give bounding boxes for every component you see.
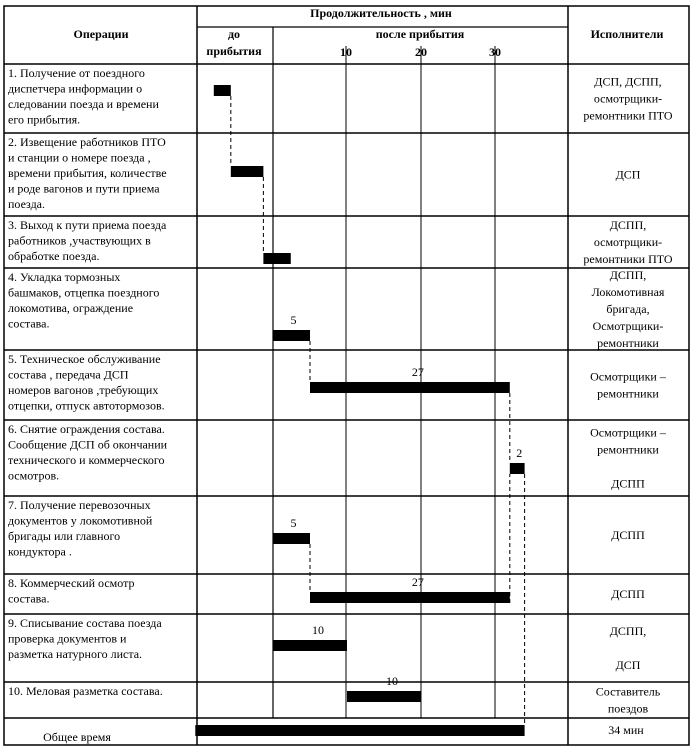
- executor-text-line: ДСПП: [611, 476, 645, 491]
- gantt-bar-op-1: [214, 85, 231, 96]
- executor-text-line: ДСПП: [611, 587, 645, 601]
- gantt-bar-op-3: [263, 253, 290, 264]
- operation-text-line: осмотров.: [8, 468, 60, 483]
- executor-text-line: Осмотрщики –: [590, 425, 666, 440]
- bar-duration-label: 27: [411, 575, 424, 589]
- operation-text-line: 2. Извещение работников ПТО: [8, 135, 166, 149]
- operation-text-line: следовании поезда и времени: [8, 97, 159, 111]
- executor-text-line: ремонтники: [597, 442, 659, 457]
- table-header: [74, 6, 664, 59]
- operation-text-line: 4. Укладка тормозных: [8, 270, 121, 284]
- gantt-bar-op-2: [231, 166, 264, 177]
- executor-text-line: осмотрщики-: [593, 91, 663, 106]
- executor-text-line: ремонтники ПТО: [583, 108, 673, 123]
- operation-text-line: 7. Получение перевозочных: [8, 498, 151, 512]
- gantt-bar-op-9: [273, 640, 347, 651]
- total-label: Общее время: [43, 730, 111, 744]
- gantt-bars: [195, 85, 524, 736]
- operation-text-line: документов у локомотивной: [8, 513, 153, 528]
- operation-text-line: номеров вагонов ,требующих: [8, 383, 159, 397]
- operation-text-line: проверка документов и: [8, 631, 127, 646]
- total-value: 34 мин: [608, 723, 644, 737]
- operation-text-line: и роде вагонов и пути приема: [8, 181, 160, 196]
- operation-text-line: обработке поезда.: [8, 249, 100, 263]
- executor-text-line: бригада,: [606, 302, 650, 316]
- operation-text-line: 8. Коммерческий осмотр: [8, 576, 135, 590]
- operation-text-line: Сообщение ДСП об окончании: [8, 437, 168, 452]
- bar-duration-label: 27: [411, 365, 424, 379]
- operation-text-line: кондуктора .: [8, 544, 72, 559]
- executor-text-line: Осмотрщики –: [590, 369, 666, 384]
- operation-text-line: 5. Техническое обслуживание: [8, 352, 161, 366]
- operation-text-line: 10. Меловая разметка состава.: [8, 684, 163, 698]
- executor-text-line: осмотрщики-: [593, 235, 663, 249]
- operation-text-line: 9. Списывание состава поезда: [8, 616, 162, 630]
- before-arrival-header-line2: прибытия: [206, 44, 262, 58]
- gantt-bar-op-7: [273, 533, 310, 544]
- bar-duration-label: 2: [516, 446, 523, 460]
- executor-text-line: Осмотрщики-: [592, 319, 664, 333]
- operation-text-line: и станции о номере поезда ,: [8, 150, 151, 165]
- operation-text-line: локомотива, ограждение: [8, 301, 134, 315]
- operation-text-line: 3. Выход к пути приема поезда: [8, 218, 167, 232]
- operation-text-line: работников ,участвующих в: [8, 233, 151, 248]
- executor-text-line: ДСПП,: [609, 268, 647, 282]
- bar-duration-label: 5: [290, 313, 297, 327]
- operation-text-line: 1. Получение от поездного: [8, 66, 145, 80]
- operation-text-line: 6. Снятие ограждения состава.: [8, 422, 165, 436]
- executor-text-line: ДСПП,: [609, 218, 647, 232]
- executor-text-line: ремонтники ПТО: [583, 252, 673, 266]
- operation-text-line: башмаков, отцепка поездного: [8, 285, 160, 300]
- operation-text-line: состава , передача ДСП: [8, 367, 129, 382]
- executor-text-line: ремонтники: [597, 386, 659, 401]
- bar-duration-label: 10: [386, 674, 398, 688]
- gantt-bar-op-5: [310, 382, 510, 393]
- duration-header: Продолжительность , мин: [310, 6, 452, 20]
- executor-text-line: ремонтники: [597, 336, 659, 350]
- operation-text-line: разметка натурного листа.: [8, 647, 143, 661]
- operation-text-line: диспетчера информации о: [8, 81, 143, 96]
- operation-text-line: времени прибытия, количестве: [8, 166, 167, 180]
- before-arrival-header-line1: до: [227, 27, 241, 41]
- tick-label-10: 10: [340, 45, 352, 59]
- gantt-bar-op-6: [510, 463, 525, 474]
- sequence-connectors: [231, 96, 525, 725]
- executors-header: Исполнители: [590, 27, 664, 41]
- bar-duration-label: 5: [290, 516, 297, 530]
- gantt-bar-op-4: [273, 330, 310, 341]
- executor-text-line: ДСП, ДСПП,: [594, 74, 662, 89]
- executor-text-line: ДСП: [615, 658, 641, 672]
- executor-text-line: поездов: [607, 701, 649, 716]
- gantt-bar-op-8: [310, 592, 510, 603]
- executor-text-line: ДСПП: [611, 528, 645, 542]
- operations-header: Операции: [73, 27, 129, 41]
- executor-text-line: Локомотивная: [591, 285, 665, 299]
- bar-duration-label: 10: [312, 623, 324, 637]
- operation-text-line: бригады или главного: [8, 529, 121, 543]
- executor-text-line: Составитель: [595, 684, 661, 699]
- executor-text-line: ДСП: [615, 167, 641, 182]
- total-time-bar: [195, 725, 524, 736]
- operation-text-line: состава.: [8, 591, 50, 606]
- after-arrival-header: после прибытия: [375, 27, 465, 41]
- operation-text-line: отцепки, отпуск автотормозов.: [8, 398, 165, 413]
- operation-text-line: поезда.: [8, 197, 45, 211]
- executor-text-line: ДСПП,: [609, 624, 647, 638]
- operation-text-line: состава.: [8, 316, 50, 331]
- operation-text-line: технического и коммерческого: [8, 453, 165, 467]
- operation-text-line: его прибытия.: [8, 112, 81, 127]
- gantt-bar-op-10: [347, 691, 421, 702]
- tick-label-20: 20: [415, 45, 427, 59]
- tick-label-30: 30: [489, 45, 501, 59]
